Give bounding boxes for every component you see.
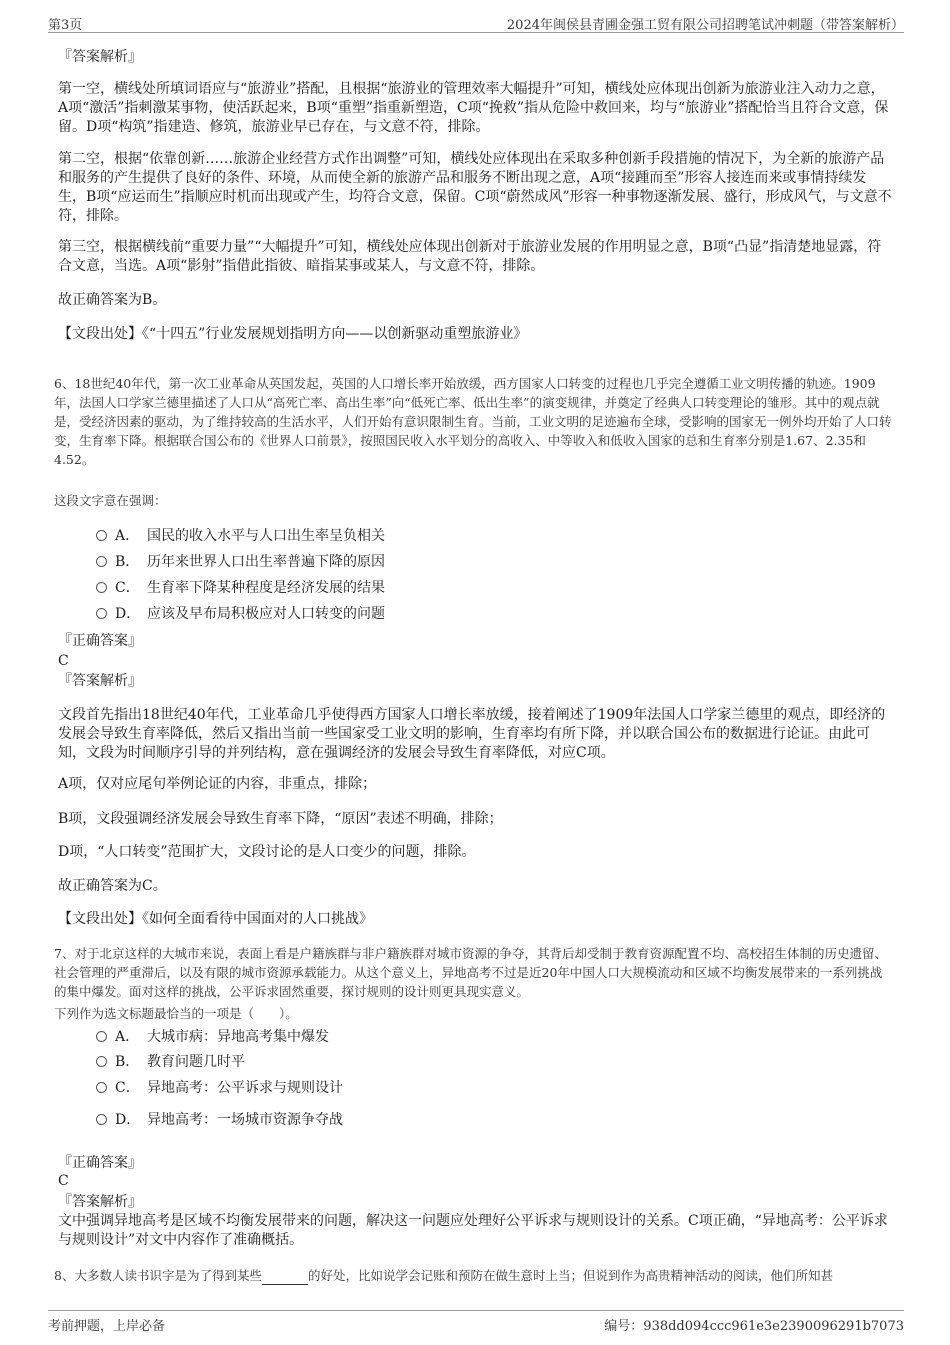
- q7-prompt: 下列作为选文标题最恰当的一项是（ ）。: [54, 1006, 298, 1021]
- option-text: 国民的收入水平与人口出生率呈负相关: [147, 528, 385, 544]
- q5-analysis-p1: 第一空，横线处所填词语应与“旅游业”搭配，且根据“旅游业的管理效率大幅提升”可知，横线处应体现出创新为旅游业注入动力之意，A项“激活”指刺激某事物，使活跃起来，B项“重塑”指重新塑造，C项“挽救”指从危险中救回来，均与“旅游业”搭配恰当且符合文意，保留。D项“构筑”指建造、修筑，旅游业早已存在，与文意不符，排除。: [58, 81, 889, 135]
- q7-option-b[interactable]: [96, 1052, 245, 1072]
- radio-icon[interactable]: [96, 608, 107, 619]
- radio-icon[interactable]: [96, 1031, 107, 1042]
- option-letter: C．: [115, 1080, 140, 1096]
- q7-option-c[interactable]: [96, 1078, 343, 1098]
- q6-analysis-p1: 文段首先指出18世纪40年代，工业革命几乎使得西方国家人口增长率放缓，接着阐述了1909年法国人口学家兰德里的观点，即经济的发展会导致生育率降低，然后又指出当前一些国家受工业文明的影响，生育率均有所下降，并以联合国公布的数据进行论证。由此可知，文段为时间顺序引导的并列结构，意在强调经济的发展会导致生育率降低，对应C项。: [58, 707, 886, 761]
- q7-analysis-label: 『答案解析』: [58, 1194, 142, 1210]
- document-id: 编号：938dd094ccc961e3e2390096291b7073: [604, 1319, 904, 1334]
- option-text: 教育问题几时平: [147, 1054, 245, 1070]
- q6-option-d[interactable]: [96, 604, 385, 624]
- q6-prompt: 这段文字意在强调：: [54, 493, 167, 508]
- q7-option-a[interactable]: [96, 1027, 329, 1047]
- q6-option-c[interactable]: [96, 578, 385, 598]
- option-text: 生育率下降某种程度是经济发展的结果: [147, 580, 385, 596]
- q6-source: 【文段出处】《如何全面看待中国面对的人口挑战》: [58, 911, 373, 927]
- page-number: 第3页: [48, 18, 83, 33]
- option-letter: B．: [115, 554, 140, 570]
- q5-analysis-p2: 第二空，根据“依靠创新……旅游企业经营方式作出调整”可知，横线处应体现出在采取多种创新手段措施的情况下，为全新的旅游产品和服务的产生提供了良好的条件、环境，从而使全新的旅游产品和服务不断出现之意，A项“接踵而至”形容人接连而来或事情持续发生，B项“应运而生”指顺应时机而出现或产生，均符合文意，保留。C项“蔚然成风”形容一种事物逐渐发展、盛行，形成风气，与文意不符，排除。: [58, 151, 892, 224]
- radio-icon[interactable]: [96, 1082, 107, 1093]
- q6-analysis-p3: B项，文段强调经济发展会导致生育率下降，“原因”表述不明确，排除；: [58, 811, 503, 827]
- option-text: 应该及早布局积极应对人口转变的问题: [147, 606, 385, 622]
- page-header: [48, 10, 904, 33]
- option-letter: B．: [115, 1054, 140, 1070]
- q6-conclusion: 故正确答案为C。: [58, 878, 167, 894]
- footer-slogan: 考前押题，上岸必备: [48, 1319, 166, 1334]
- q5-source: 【文段出处】《“十四五”行业发展规划指明方向——以创新驱动重塑旅游业》: [58, 326, 528, 342]
- q6-analysis-p4: D项，“人口转变”范围扩大，文段讨论的是人口变少的问题，排除。: [58, 844, 476, 860]
- q6-answer-label: 『正确答案』: [58, 633, 142, 649]
- option-text: 异地高考：一场城市资源争夺战: [147, 1112, 343, 1128]
- q5-analysis-label: 『答案解析』: [58, 49, 142, 65]
- option-letter: A．: [115, 1029, 140, 1045]
- radio-icon[interactable]: [96, 556, 107, 567]
- q5-analysis-p3: 第三空，根据横线前“重要力量”“大幅提升”可知，横线处应体现出创新对于旅游业发展的作用明显之意，B项“凸显”指清楚地显露，符合文意，当选。A项“影射”指借此指彼、暗指某事或某人，与文意不符，排除。: [58, 239, 882, 274]
- option-letter: D．: [115, 1112, 141, 1128]
- q6-stem: 6、18世纪40年代，第一次工业革命从英国发起，英国的人口增长率开始放缓，西方国家人口转变的过程也几乎完全遵循工业文明传播的轨迹。1909年，法国人口学家兰德里描述了人口从“高死亡率、高出生率”向“低死亡率、低出生率”的演变规律，并奠定了经典人口转变理论的雏形。其中的观点就是，受经济因素的驱动，为了维持较高的生活水平，人们开始有意识限制生育。当前，工业文明的足迹遍布全球，受影响的国家无一例外均开始了人口转变，生育率下降。根据联合国公布的《世界人口前景》，按照国民收入水平划分的高收入、中等收入和低收入国家的总和生育率分别是1.67、2.35和4.52。: [54, 376, 892, 467]
- q6-option-b[interactable]: [96, 552, 385, 572]
- q7-stem: 7、对于北京这样的大城市来说，表面上看是户籍族群与非户籍族群对城市资源的争夺，其背后却受制于教育资源配置不均、高校招生体制的历史遗留、社会管理的严重滞后，以及有限的城市资源承载能力。从这个意义上，异地高考不过是近20年中国人口大规模流动和区域不均衡发展带来的一系列挑战的集中爆发。面对这样的挑战，公平诉求固然重要，探讨规则的设计则更具现实意义。: [54, 946, 887, 999]
- radio-icon[interactable]: [96, 1056, 107, 1067]
- q8-stem-before: 8、大多数人读书识字是为了得到某些: [54, 1268, 262, 1283]
- q8-stem-after: 的好处，比如说学会记账和预防在做生意时上当；但说到作为高贵精神活动的阅读，他们所知甚: [307, 1268, 833, 1283]
- q6-analysis-p2: A项，仅对应尾句举例论证的内容，非重点，排除；: [58, 776, 377, 792]
- fill-blank: [262, 1270, 308, 1285]
- radio-icon[interactable]: [96, 582, 107, 593]
- q6-analysis-label: 『答案解析』: [58, 673, 142, 689]
- option-text: 异地高考：公平诉求与规则设计: [147, 1080, 343, 1096]
- option-text: 历年来世界人口出生率普遍下降的原因: [147, 554, 385, 570]
- option-text: 大城市病：异地高考集中爆发: [147, 1029, 329, 1045]
- option-letter: D．: [115, 606, 141, 622]
- page-footer: [48, 1310, 904, 1335]
- q8-stem: [54, 1266, 894, 1285]
- q6-option-a[interactable]: [96, 526, 385, 546]
- q7-answer-label: 『正确答案』: [58, 1155, 142, 1171]
- q6-answer: C: [58, 653, 69, 669]
- radio-icon[interactable]: [96, 530, 107, 541]
- option-letter: A．: [115, 528, 140, 544]
- q7-answer: C: [58, 1173, 69, 1189]
- option-letter: C．: [115, 580, 140, 596]
- q7-option-d[interactable]: [96, 1110, 343, 1130]
- q7-analysis-p1: 文中强调异地高考是区域不均衡发展带来的问题，解决这一问题应处理好公平诉求与规则设计的关系。C项正确，“异地高考：公平诉求与规则设计”对文中内容作了准确概括。: [58, 1213, 888, 1248]
- radio-icon[interactable]: [96, 1114, 107, 1125]
- document-title: 2024年闽侯县青圃金强工贸有限公司招聘笔试冲刺题（带答案解析）: [506, 18, 904, 33]
- q5-conclusion: 故正确答案为B。: [58, 292, 167, 308]
